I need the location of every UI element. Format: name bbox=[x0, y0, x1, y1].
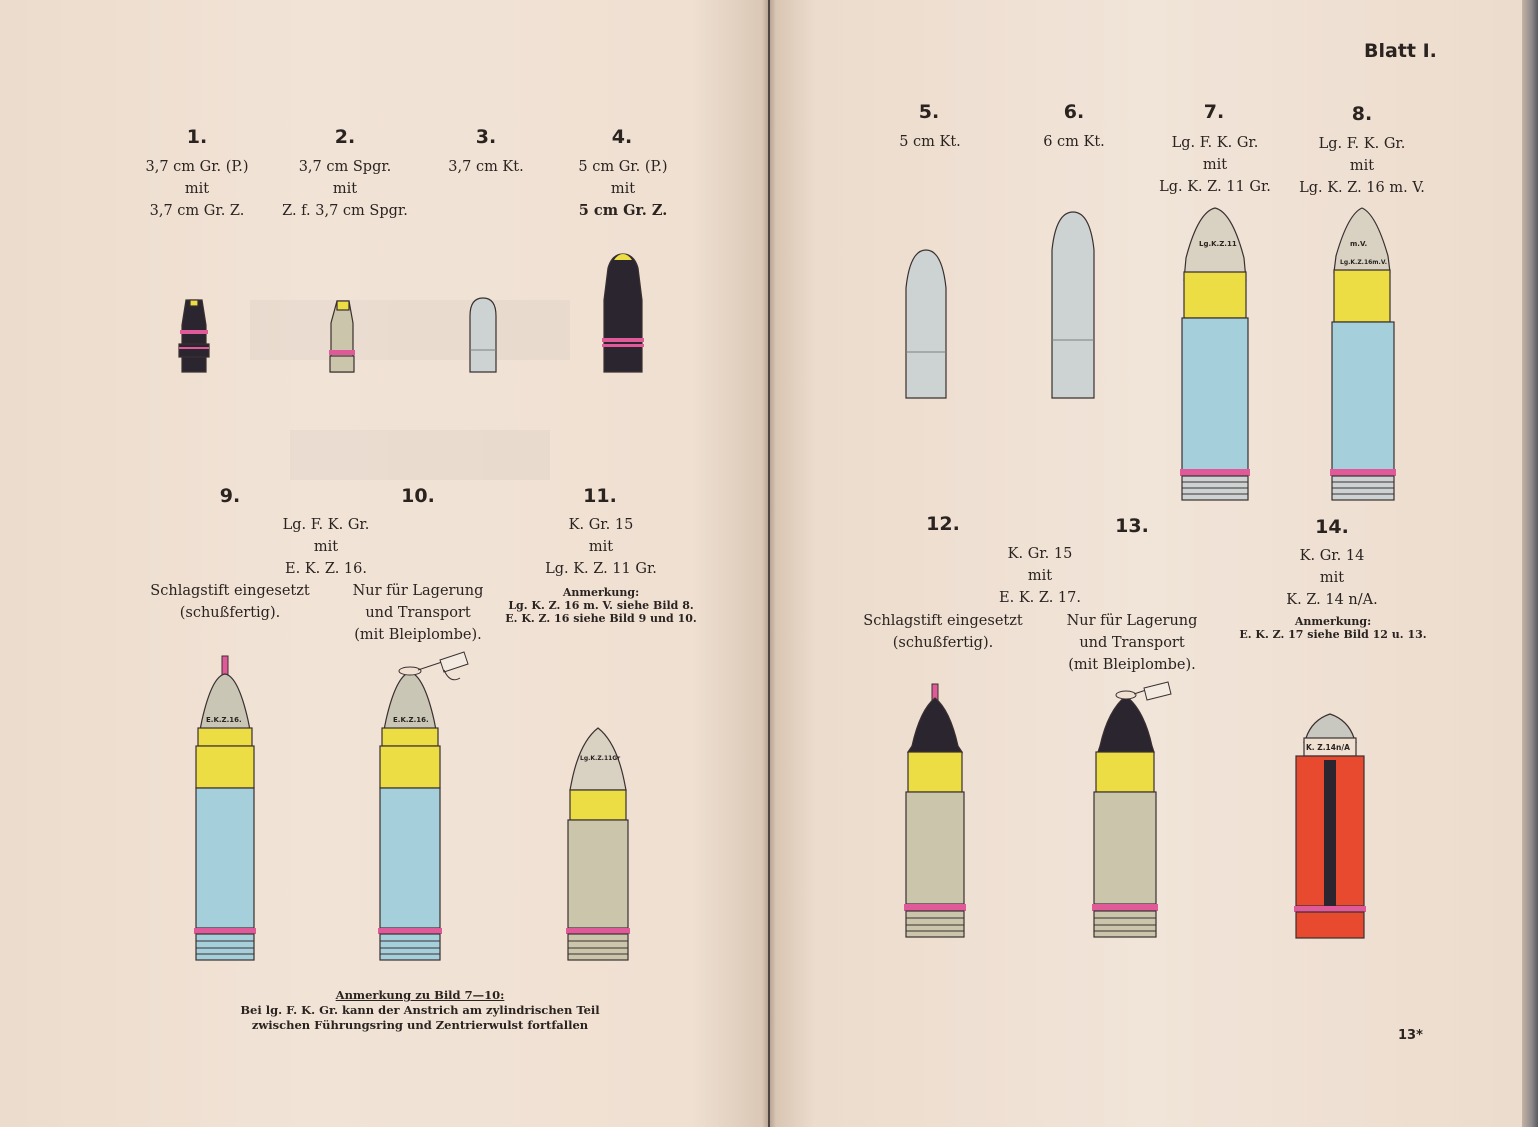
caption-line: Lg. F. K. Gr. bbox=[1171, 135, 1259, 151]
caption-line: Lg. F. K. Gr. bbox=[1318, 136, 1406, 152]
lead-seal-tag bbox=[1144, 682, 1171, 700]
lead-seal-tag bbox=[440, 652, 468, 672]
note-line: E. K. Z. 16 siehe Bild 9 und 10. bbox=[505, 612, 697, 625]
shell-label: E.K.Z.16. bbox=[206, 716, 242, 724]
caption-line: (mit Bleiplombe). bbox=[1068, 657, 1196, 673]
shell-fig1 bbox=[179, 300, 209, 372]
remark-line: Bei lg. F. K. Gr. kann der Anstrich am zylindrischen Teil bbox=[240, 1003, 600, 1017]
caption-line: 5 cm Gr. (P.) bbox=[578, 159, 668, 175]
caption-line: Lg. F. K. Gr. bbox=[282, 517, 370, 533]
figure-number: 1. bbox=[186, 126, 208, 148]
shell-fig8 bbox=[1330, 208, 1396, 500]
figure-number: 7. bbox=[1203, 101, 1225, 123]
shell-fig13 bbox=[1092, 682, 1171, 937]
shell-fig9 bbox=[194, 656, 256, 960]
figure-number: 3. bbox=[475, 126, 497, 148]
caption-line: K. Gr. 15 bbox=[568, 517, 634, 533]
remark-line: zwischen Führungsring und Zentrierwulst fortfallen bbox=[251, 1018, 589, 1032]
caption-line: Schlagstift eingesetzt bbox=[150, 583, 310, 599]
caption-line: mit bbox=[588, 539, 614, 555]
figure-number: 9. bbox=[219, 485, 241, 507]
caption-line: 5 cm Kt. bbox=[899, 134, 961, 150]
caption-line: K. Z. 14 n/A. bbox=[1286, 592, 1378, 608]
caption-line: E. K. Z. 16. bbox=[285, 561, 367, 577]
caption-line: K. Gr. 14 bbox=[1299, 548, 1365, 564]
caption-line: (mit Bleiplombe). bbox=[354, 627, 482, 643]
caption-line: Schlagstift eingesetzt bbox=[863, 613, 1023, 629]
note-line: E. K. Z. 17 siehe Bild 12 u. 13. bbox=[1239, 628, 1427, 641]
shell-fig5 bbox=[906, 250, 946, 398]
caption-line: 5 cm Gr. Z. bbox=[578, 202, 668, 219]
note-line: Anmerkung: bbox=[562, 586, 640, 599]
sheet-label: Blatt I. bbox=[1364, 40, 1437, 62]
caption-line: (schußfertig). bbox=[892, 635, 994, 651]
caption-line: 6 cm Kt. bbox=[1043, 134, 1105, 150]
caption-line: mit bbox=[1349, 158, 1375, 174]
note-line: Lg. K. Z. 16 m. V. siehe Bild 8. bbox=[508, 599, 694, 612]
shell-fig10 bbox=[378, 652, 468, 960]
shell-fig11 bbox=[566, 728, 630, 960]
shell-label: Lg.K.Z.11 bbox=[1199, 240, 1237, 248]
caption-line: mit bbox=[313, 539, 339, 555]
shell-fig14 bbox=[1294, 714, 1366, 938]
figure-number: 6. bbox=[1063, 101, 1085, 123]
shell-fig3 bbox=[470, 298, 496, 372]
caption-line: Z. f. 3,7 cm Spgr. bbox=[282, 203, 408, 219]
caption-line: Nur für Lagerung bbox=[352, 583, 484, 599]
caption-line: mit bbox=[1319, 570, 1345, 586]
shell-fig7 bbox=[1180, 208, 1250, 500]
caption-line: mit bbox=[1202, 157, 1228, 173]
remark-title: Anmerkung zu Bild 7—10: bbox=[335, 988, 505, 1002]
shell-label: m.V. bbox=[1350, 240, 1368, 248]
shell-fig6 bbox=[1052, 212, 1094, 398]
caption-line: mit bbox=[184, 181, 210, 197]
shell-label: K. Z.14n/A bbox=[1306, 743, 1350, 752]
caption-line: mit bbox=[332, 181, 358, 197]
caption-line: und Transport bbox=[1079, 635, 1185, 651]
shell-label: Lg.K.Z.11Gr bbox=[580, 755, 621, 762]
shell-label: Lg.K.Z.16m.V. bbox=[1340, 259, 1387, 266]
figure-number: 10. bbox=[401, 485, 435, 507]
shell-fig2 bbox=[329, 301, 355, 372]
caption-line: und Transport bbox=[365, 605, 471, 621]
figure-number: 13. bbox=[1115, 515, 1149, 537]
shell-fig4 bbox=[602, 254, 644, 372]
figure-number: 12. bbox=[926, 513, 960, 535]
page-number: 13* bbox=[1398, 1028, 1423, 1043]
figure-number: 8. bbox=[1351, 103, 1373, 125]
figure-number: 4. bbox=[611, 126, 633, 148]
figure-number: 14. bbox=[1315, 516, 1349, 538]
caption-line: Lg. K. Z. 11 Gr. bbox=[545, 561, 657, 577]
caption-line: mit bbox=[610, 181, 636, 197]
caption-line: 3,7 cm Gr. (P.) bbox=[145, 159, 249, 175]
caption-line: 3,7 cm Gr. Z. bbox=[149, 203, 245, 219]
caption-line: mit bbox=[1027, 568, 1053, 584]
caption-line: Nur für Lagerung bbox=[1066, 613, 1198, 629]
figure-number: 2. bbox=[334, 126, 356, 148]
figure-number: 11. bbox=[583, 485, 617, 507]
shell-label: E.K.Z.16. bbox=[393, 716, 429, 724]
figure-number: 5. bbox=[918, 101, 940, 123]
caption-line: (schußfertig). bbox=[179, 605, 281, 621]
caption-line: Lg. K. Z. 16 m. V. bbox=[1299, 180, 1425, 196]
caption-line: E. K. Z. 17. bbox=[999, 590, 1081, 606]
caption-line: K. Gr. 15 bbox=[1007, 546, 1073, 562]
caption-line: 3,7 cm Spgr. bbox=[298, 159, 392, 175]
caption-line: 3,7 cm Kt. bbox=[448, 159, 524, 175]
note-line: Anmerkung: bbox=[1294, 615, 1372, 628]
shell-fig12 bbox=[904, 684, 966, 937]
caption-line: Lg. K. Z. 11 Gr. bbox=[1159, 179, 1271, 195]
